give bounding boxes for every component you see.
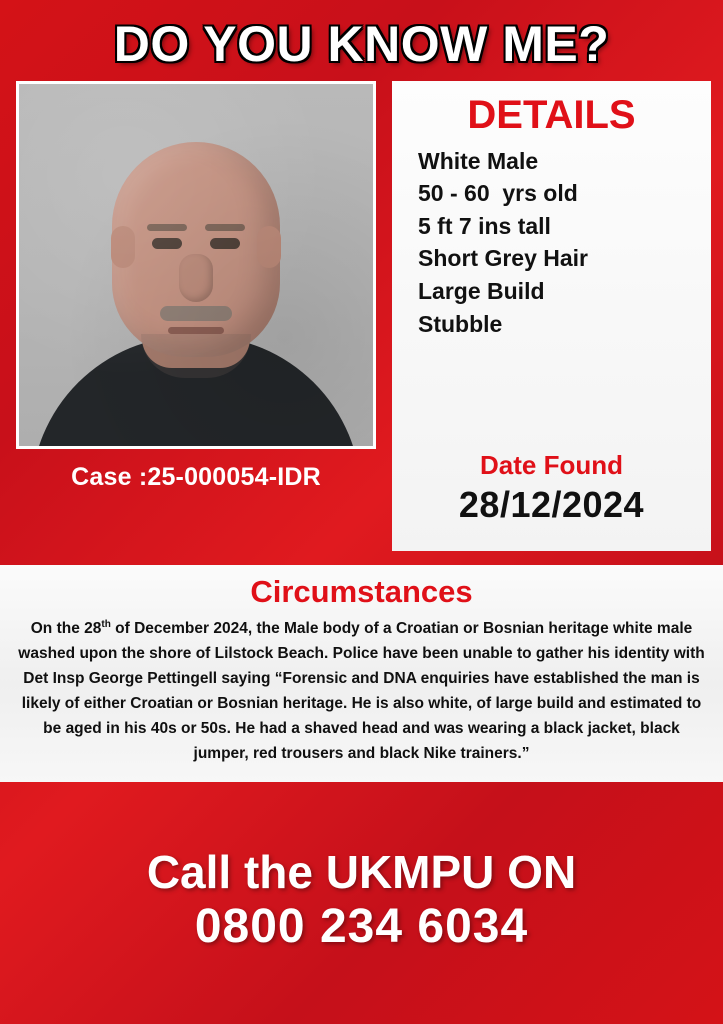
contact-footer	[0, 782, 723, 1024]
poster-header	[0, 0, 723, 81]
circumstances-title: Circumstances	[250, 573, 473, 609]
phone-number[interactable]: 0800 234 6034	[194, 899, 529, 953]
circumstances-body-post: of December 2024, the Male body of a Croatian or Bosnian heritage white male washed upon the shore of Lilstock Beach. Police have been unable to gather his identity with Det Insp George Pettingell saying “Forensic and DNA enquiries have established the man is likely of either Croatian or Bosnian heritage. He is also white, of large build and estimated to be aged in his 40s or 50s. He had a shaved head and was wearing a black jacket, black jumper, red trousers and black Nike trainers.”	[18, 619, 705, 763]
list-item: Short Grey Hair	[418, 245, 588, 272]
photo-grain-overlay	[19, 84, 373, 446]
circumstances-body-pre: On the 28	[30, 619, 102, 637]
details-card	[392, 81, 711, 551]
photo-and-details-section	[0, 81, 723, 551]
person-photo-frame	[16, 81, 376, 449]
details-list	[408, 145, 695, 341]
details-column	[392, 81, 711, 551]
date-found-label: Date Found	[480, 450, 623, 481]
details-title: DETAILS	[467, 92, 636, 137]
call-instruction: Call the UKMPU ON	[146, 845, 577, 898]
date-found-block	[408, 450, 695, 532]
date-found-value: 28/12/2024	[458, 483, 645, 525]
photo-column	[12, 81, 380, 492]
circumstances-section	[0, 565, 723, 783]
person-photo	[19, 84, 373, 446]
circumstances-body	[14, 616, 709, 767]
list-item: 5 ft 7 ins tall	[418, 212, 551, 239]
list-item: Large Build	[418, 278, 545, 305]
page-title: DO YOU KNOW ME?	[113, 16, 610, 72]
list-item: Stubble	[418, 310, 503, 337]
case-number: Case :25-000054-IDR	[71, 462, 321, 491]
list-item: White Male	[418, 147, 539, 174]
ordinal-suffix: th	[101, 618, 111, 630]
list-item: 50 - 60 yrs old	[418, 180, 578, 207]
